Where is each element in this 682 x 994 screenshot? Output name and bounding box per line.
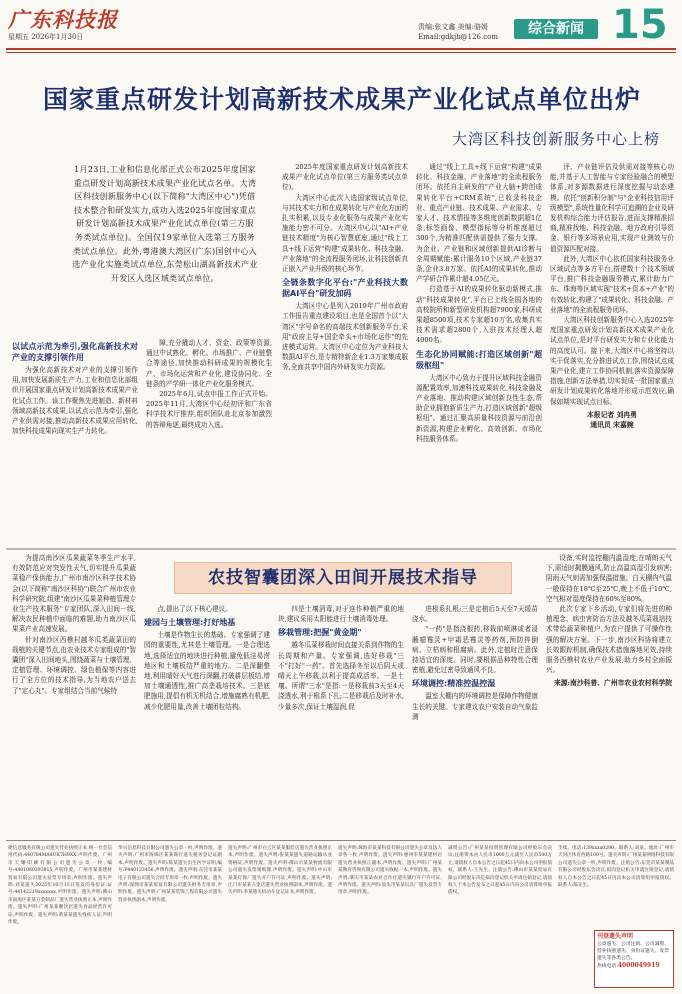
notice-column-6: 手续。电话:139xxxx0290。联系人:刘某。地址:广州市天河区体育西路109号。遗失声明:广州某某网络科技有限公司遗失公章一枚,声明作废。注销公告:东莞市某某制品有限公司经股东会决议,拟向登记机关申请注销登记,请债权人自本公告之日起45日内向本公司清算组申报债权。联系人:陈先生。 — [558, 846, 674, 889]
bottom-column-5 — [546, 553, 672, 689]
bottom-headline: 农技智囊团深入田间开展技术指导 — [174, 562, 512, 594]
article-column-1 — [282, 162, 408, 373]
notices-rule — [6, 840, 676, 841]
col1-text-1: 2025年度国家重点研发计划高新技术成果产业化试点单位(第三方服务类试点单位)。 — [282, 163, 408, 192]
main-headline: 国家重点研发计划高新技术成果产业化试点单位出炉 — [42, 85, 641, 114]
notice-column-2: 华兴信息科技有限公司遗失公章一枚,声明作废。遗失声明:广州市海珠区某某商行遗失税务登记证副本,声明作废。遗失声明:陈某遗失出生医学证明,编号:P440123456,声明作废。遗失声明:东莞市某某电子有限公司遗失合同专用章一枚,声明作废。遗失声明:深圳市某某贸易有限公司遗失财务专用章,声明作废。遗失声明:广州某某装饰工程有限公司遗失营业执照副本,声明作废。 — [118, 846, 222, 903]
editor-line: 责编:张文鑫 美编:骆媛 — [418, 23, 488, 31]
notice-column-5: 减资公告:广州某某投资管理有限公司经股东会决议,注册资本由人民币1000万元减至人民币500万元,请债权人自本公告之日起45日内向本公司申报债权。联系人:王先生。注销公告:佛山市某某贸易有限公司经股东决定拟向登记机关申请注销登记,请债权人于本公告发布之日起45日内向公司清算组申报债权。 — [448, 846, 552, 896]
notice-column-1: 捷信息服务有限公司遗失营业执照正本,统一社会信用代码:440784MA4UK7H9XX,声明作废。广州市天耀印刷有限公司遗失公章一枚,编号:4401060293815,声明作废。广州市某某建材贸易有限公司遗失发票专用章,声明作废。遗失声明:刘某遗失2025年10月13日签发的身份证,证号:44142219xxxxxxx,声明作废。遗失声明:佛山市南海区某某五金制品厂遗失营业执照正本,声明作废。遗失声明:广州某某餐饮店遗失食品经营许可证,声明作废。遗失声明:黄某某遗失残疾人证,声明作废。 — [8, 846, 112, 926]
bottom-intro: 为提高南沙区瓜果蔬菜冬季生产水平,有效防范应对突发性天气,切实提升瓜果蔬菜稳产保供能力,广州市南沙区科学技术协会(以下简称"南沙区科协")联合广州市农业科学研究院,组建"南沙区瓜果菜种植管理专业生产技术服务"专家团队,深入田间一线,解决农民种植中面临的难题,助力南沙区瓜果菜产业高速发展。 — [12, 554, 136, 634]
bottom-column-3 — [278, 604, 404, 712]
article-column-2 — [416, 162, 542, 444]
ad-body: 公章遗失、公司注销、公司减资、营业执照遗失、身份证遗失、发票遗失等各类公告。 — [597, 942, 669, 961]
sub-headline: 大湾区科技创新服务中心上榜 — [451, 130, 660, 148]
section-tag: 综合新闻 — [514, 19, 598, 39]
issue-date: 星期五 2026年1月30日 — [8, 33, 84, 41]
left-column-text: 为强化高新技术对产业的支撑引领作用,加快发展新质生产力,工业和信息化部组织开展国家重点研发计划高新技术成果产业化试点工作。该工作聚焦先进制造、新材料领域高新技术成果,以试点示范为牵引,强化产业供需对接,推动高新技术成果应用转化,加快科技成果向现实生产力转化。 — [12, 366, 138, 436]
authors: 本报记者 刘冉勇 通讯员 宋嘉婉 — [587, 410, 637, 430]
bottom-c5-text-2: 此次专家下乡活动,专家们将先进的种植理念、病虫害防治方法及越冬瓜菜栽培技术带给蔬菜种植户,为农户提供了可操作性强的解决方案。下一步,南沙区科协将建立长效跟踪机制,确保技术措施落地见效,持续服务西樵村农业产业发展,助力乡村全面振兴。 — [546, 605, 672, 675]
editor-info — [418, 22, 498, 42]
col2-text-1: 通过"线上工具+线下运营"构建"成果转化、科技金融、产业落地"的全流程服务闭环。依托自主研发的"产业大脑+跨创成果转化平台+CRM系统",已收录科技企业、重点产业链、技术成果、产业需求、专家人才、技术情报等多维度创新数据超1亿条,标签画像、模型指标等分析维度超过300个,为精准匹配供需提供了强力支撑。为企业、产业链和区域创新提供AI诊断与全周期赋能:累计服务10个区域,产业链37条,企业3.8万家。依托AI的成果转化,推动产学研合作累计超4.05亿元。 — [416, 163, 542, 284]
bottom-byline: 来源:南沙科普、广州市农业农村科学院 — [553, 679, 672, 688]
col2-text-3: 大湾区中心致力于提升区域科技金融资源配置效率,加速科技成果转化,科技金融及产业落地、推动构建区域创新良性生态,帮助企业拥抱新质生产力,打造区域创新"超级枢纽"。通过汇聚高质量科技资源与前沿创新资源,构建企业孵化、高效创新、市场化科技服务体系。 — [416, 373, 542, 443]
bottom-c4-heading: 环境调控:精准控温控湿 — [412, 679, 496, 689]
bottom-c2-text-2: 土壤是作物生长的基础。专家强调了建园的重要性,尤其是土壤管理。一是合理选地,选择适宜的地块进行种植,避免低洼易涝地区和土壤板结严重的地方。二是深翻整地,利用晴好天气进行深翻,打破耕层板结,增加土壤通透性,推广高垄栽培技术。三是底肥施用,提倡有机无机结合,增施腐熟有机肥,减少化肥用量,改善土壤团粒结构。 — [144, 631, 270, 711]
bottom-c2-text: 点,提出了以下核心建议。 — [157, 605, 232, 613]
lead-paragraph: 1月23日,工业和信息化部正式公布2025年度国家重点研发计划高新技术成果产业化试点名单。大湾区科技创新服务中心(以下简称"大湾区中心")凭借技术整合和研发实力,成功入选2025年度国家重点研发计划高新技术成果产业化试点单位(第三方服务类试点单位)。全国仅19家单位入选第三方服务类试点单位。此外,粤港澳大湾区(广东)国创中心入选产业化实施类试点单位,东莞松山湖高新技术产业开发区入选区域类试点单位。 — [72, 165, 258, 283]
notice-column-4: 遗失声明:珠海市某某科技有限公司遗失公章及法人章各一枚,声明作废。遗失声明:惠州市某某建材店遗失营业执照正副本,声明作废。遗失声明:广州某某教育咨询有限公司遗失收据一本,声明作废。遗失声明:肇庆市某某农业合作社遗失银行开户许可证,声明作废。遗失声明:汕头市某某玩具厂遗失发票专用章,声明作废。 — [338, 846, 442, 896]
bottom-c3-text-2: 越冬瓜菜移栽时间直接关系到作物的生长周期和产量。专家强调,选好移栽"三不"打好"一药"。首先选择冬至以后阴天或晴天上午移栽,以利于提高成活率。一是土壤。所谓"三水"是指:一是移栽前3天至4天浇透水,利于根系下扎;二是移栽后及时补水,少量多次,保证土壤湿润,促 — [278, 641, 404, 711]
bottom-c4-text: 进根系扎根;三是定植后5天至7天缓苗浇水。 — [412, 605, 538, 624]
mid-left-text-2: 2025年6月,试点申报工作正式开始。2025年11月,大湾区中心经初评和广东省科学技术厅推荐,组织团队赴北京参加激烈的答辩角逐,最终成功入选。 — [146, 390, 272, 429]
col1-text-3: 大湾区中心是列入2019年广州市政府工作报告重点建设项目,也是全国首个以"大湾区"字号命名的高端技术创新服务平台,采用"政府主导+国企牵头+市场化运作"的先进模式运营。大湾区中心定位为产业科技大数据AI平台,是专精特新企业1.3万家集成服务,全面共享中国内外研发实力资源。 — [282, 302, 408, 372]
col1-text-2: 大湾区中心此次入选国家级试点单位,与其技术实力和在成果转化与产业化方面的扎实积累,以及专业化服务与成果产业化实施能力密不可分。大湾区中心以"AI+产业链技术精度"为核心智慧底座,通过"线上工具+线下运营"构建"成果转化、科技金融、产业落地"的全流程服务闭环,让科技创新真正嵌入产业升级的核心环节。 — [282, 193, 408, 274]
bottom-column-4 — [412, 604, 538, 722]
ad-phone: 热线电话:4000049919 — [597, 962, 660, 969]
bottom-c4-text-3: 温室大棚内的环境调控是保障作物健康生长的关键。专家建议农户安装自动气象监测 — [412, 692, 538, 721]
bottom-column-2 — [144, 604, 270, 712]
ad-title: 刊登遗失声明 — [597, 933, 634, 940]
classified-ad-box — [594, 930, 674, 988]
bottom-c2-heading: 建园与土壤管理:打好地基 — [144, 618, 236, 628]
bottom-c5-text: 设备,实时监控棚内温湿度,在晴朗天气下,需适时揭膜通风,防止高温高湿引发病害;阴雨天气则需加强保温措施。白天棚内气温一般保持在18℃至25℃,晚上不低于10℃,空气相对湿度保持在60%至80%。 — [546, 554, 672, 603]
paper-name: 广东科技报 — [8, 7, 118, 32]
bottom-intro-2: 针对南沙区西樵村越冬瓜类蔬菜田的栽植的关键节点,由农业技术专家组成的"智囊团"深入田间地头,围绕蔬菜与土壤管理、定植管理、环境调控、绿色植保等内容进行了全方位的技术指导,为当地农户送去了"定心丸"。专家组结合当前气候特 — [12, 635, 136, 695]
col2-heading: 生态化协同赋能:打造区域创新"超级枢纽" — [416, 349, 542, 370]
email-line: Email:gdkjb@126.com — [418, 33, 498, 41]
left-column — [12, 338, 138, 436]
mid-left-column — [146, 338, 272, 430]
col3-text-1: 评、产业链评估及供需对接等核心功能,并基于人工智能与专家经验融合的模型体系,对多源数据进行深度挖掘与动态建模。依托"创新积分制"与"企业科技信用评级模型",系统性量化科学可追溯的企业及研发机构综合能力评估报告,进而支撑精准招商,精准找地、科技金融、地方政府引导资金、银行等多场景应用,实现产业测效与价值资源匹配对接。 — [550, 163, 674, 253]
col3-text-3: 大湾区科技创新服务中心入选2025年度国家重点研发计划高新技术成果产业化试点单位,是对平台研发实力和专业化能力的高度认可。接下来,大湾区中心将坚持以实干促落实,充分推进试点工作,围绕试点成果产业化,建立工作协同机制,落实资源保障措施,创新方法举措,切实促成一批国家重点研发计划成果转化落地并形成示范效应,确保如期实现试点目标。 — [550, 316, 674, 406]
mid-left-text: 障,充分撬动人才、资金、政策等资源,通过中试熟化、孵化、市场推广、产业链整合等途径,加快推动科研成果的规模化生产、市场化运营和产业化,建设协同化、全链条的产学研一体化产业化服务模式。 — [146, 339, 272, 388]
col2-text-2: 打造基于AI的成果转化驱动新模式,推动"科技成果转化",平台已上线全国各地的高校院所和新型研发机构超7900家,科研成果超8500项,技术专家超10万名,收集真实技术需求超2800个,入驻技术经理人超4000名。 — [416, 285, 542, 345]
article-column-3 — [550, 162, 674, 430]
col3-text-2: 此外,大湾区中心依托国家科技服务业区域试点等多方平台,搭建数十个技术领域平台,推广科技金融服务模式,累计助力广东、珠海等区域实现"技术+资本+产业"的有效转化,构建了"成果转化、科技金融、产业落地"的全流程服务闭环。 — [550, 254, 674, 314]
bottom-c3-heading: 移栽管理:把握"黄金期" — [278, 628, 362, 638]
left-column-heading: 以试点示范为牵引,强化高新技术对产业的支撑引领作用 — [12, 342, 138, 362]
page-number: 15 — [612, 2, 668, 48]
bottom-c3-text: 四是土壤消毒,对于连作种植严重的地块,建议采用太阳能进行土壤消毒处理。 — [278, 605, 404, 624]
masthead-rule — [6, 48, 676, 50]
col1-heading: 全链条数字化平台:"产业科技大数据AI平台"研发加码 — [282, 278, 408, 299]
masthead-rule-thin — [6, 52, 676, 53]
bottom-column-1 — [12, 553, 136, 696]
notice-column-3: 遗失声明:广州市白云区某某服装店遗失营业执照正本,声明作废。遗失声明:张某某遗失道路运输从业资格证,声明作废。遗失声明:佛山市某某物流有限公司遗失发票领购簿,声明作废。遗失声明:中山市某某灯饰厂遗失开户许可证,声明作废。遗失声明:江门市某某五金店遗失营业执照副本,声明作废。遗失声明:李某遗失机动车登记证书,声明作废。 — [228, 846, 332, 896]
bottom-c4-text-2: "一药"是指浇根药,移栽前喷淋或者浸蘸噁霉灵+甲霜恶霉灵等药剂,预防猝倒病、立枯病和根腐病。此外,定植时注意保持适宜的深度。同时,要根据品种特性合理密植,避免过密导致通风不良。 — [412, 625, 538, 675]
